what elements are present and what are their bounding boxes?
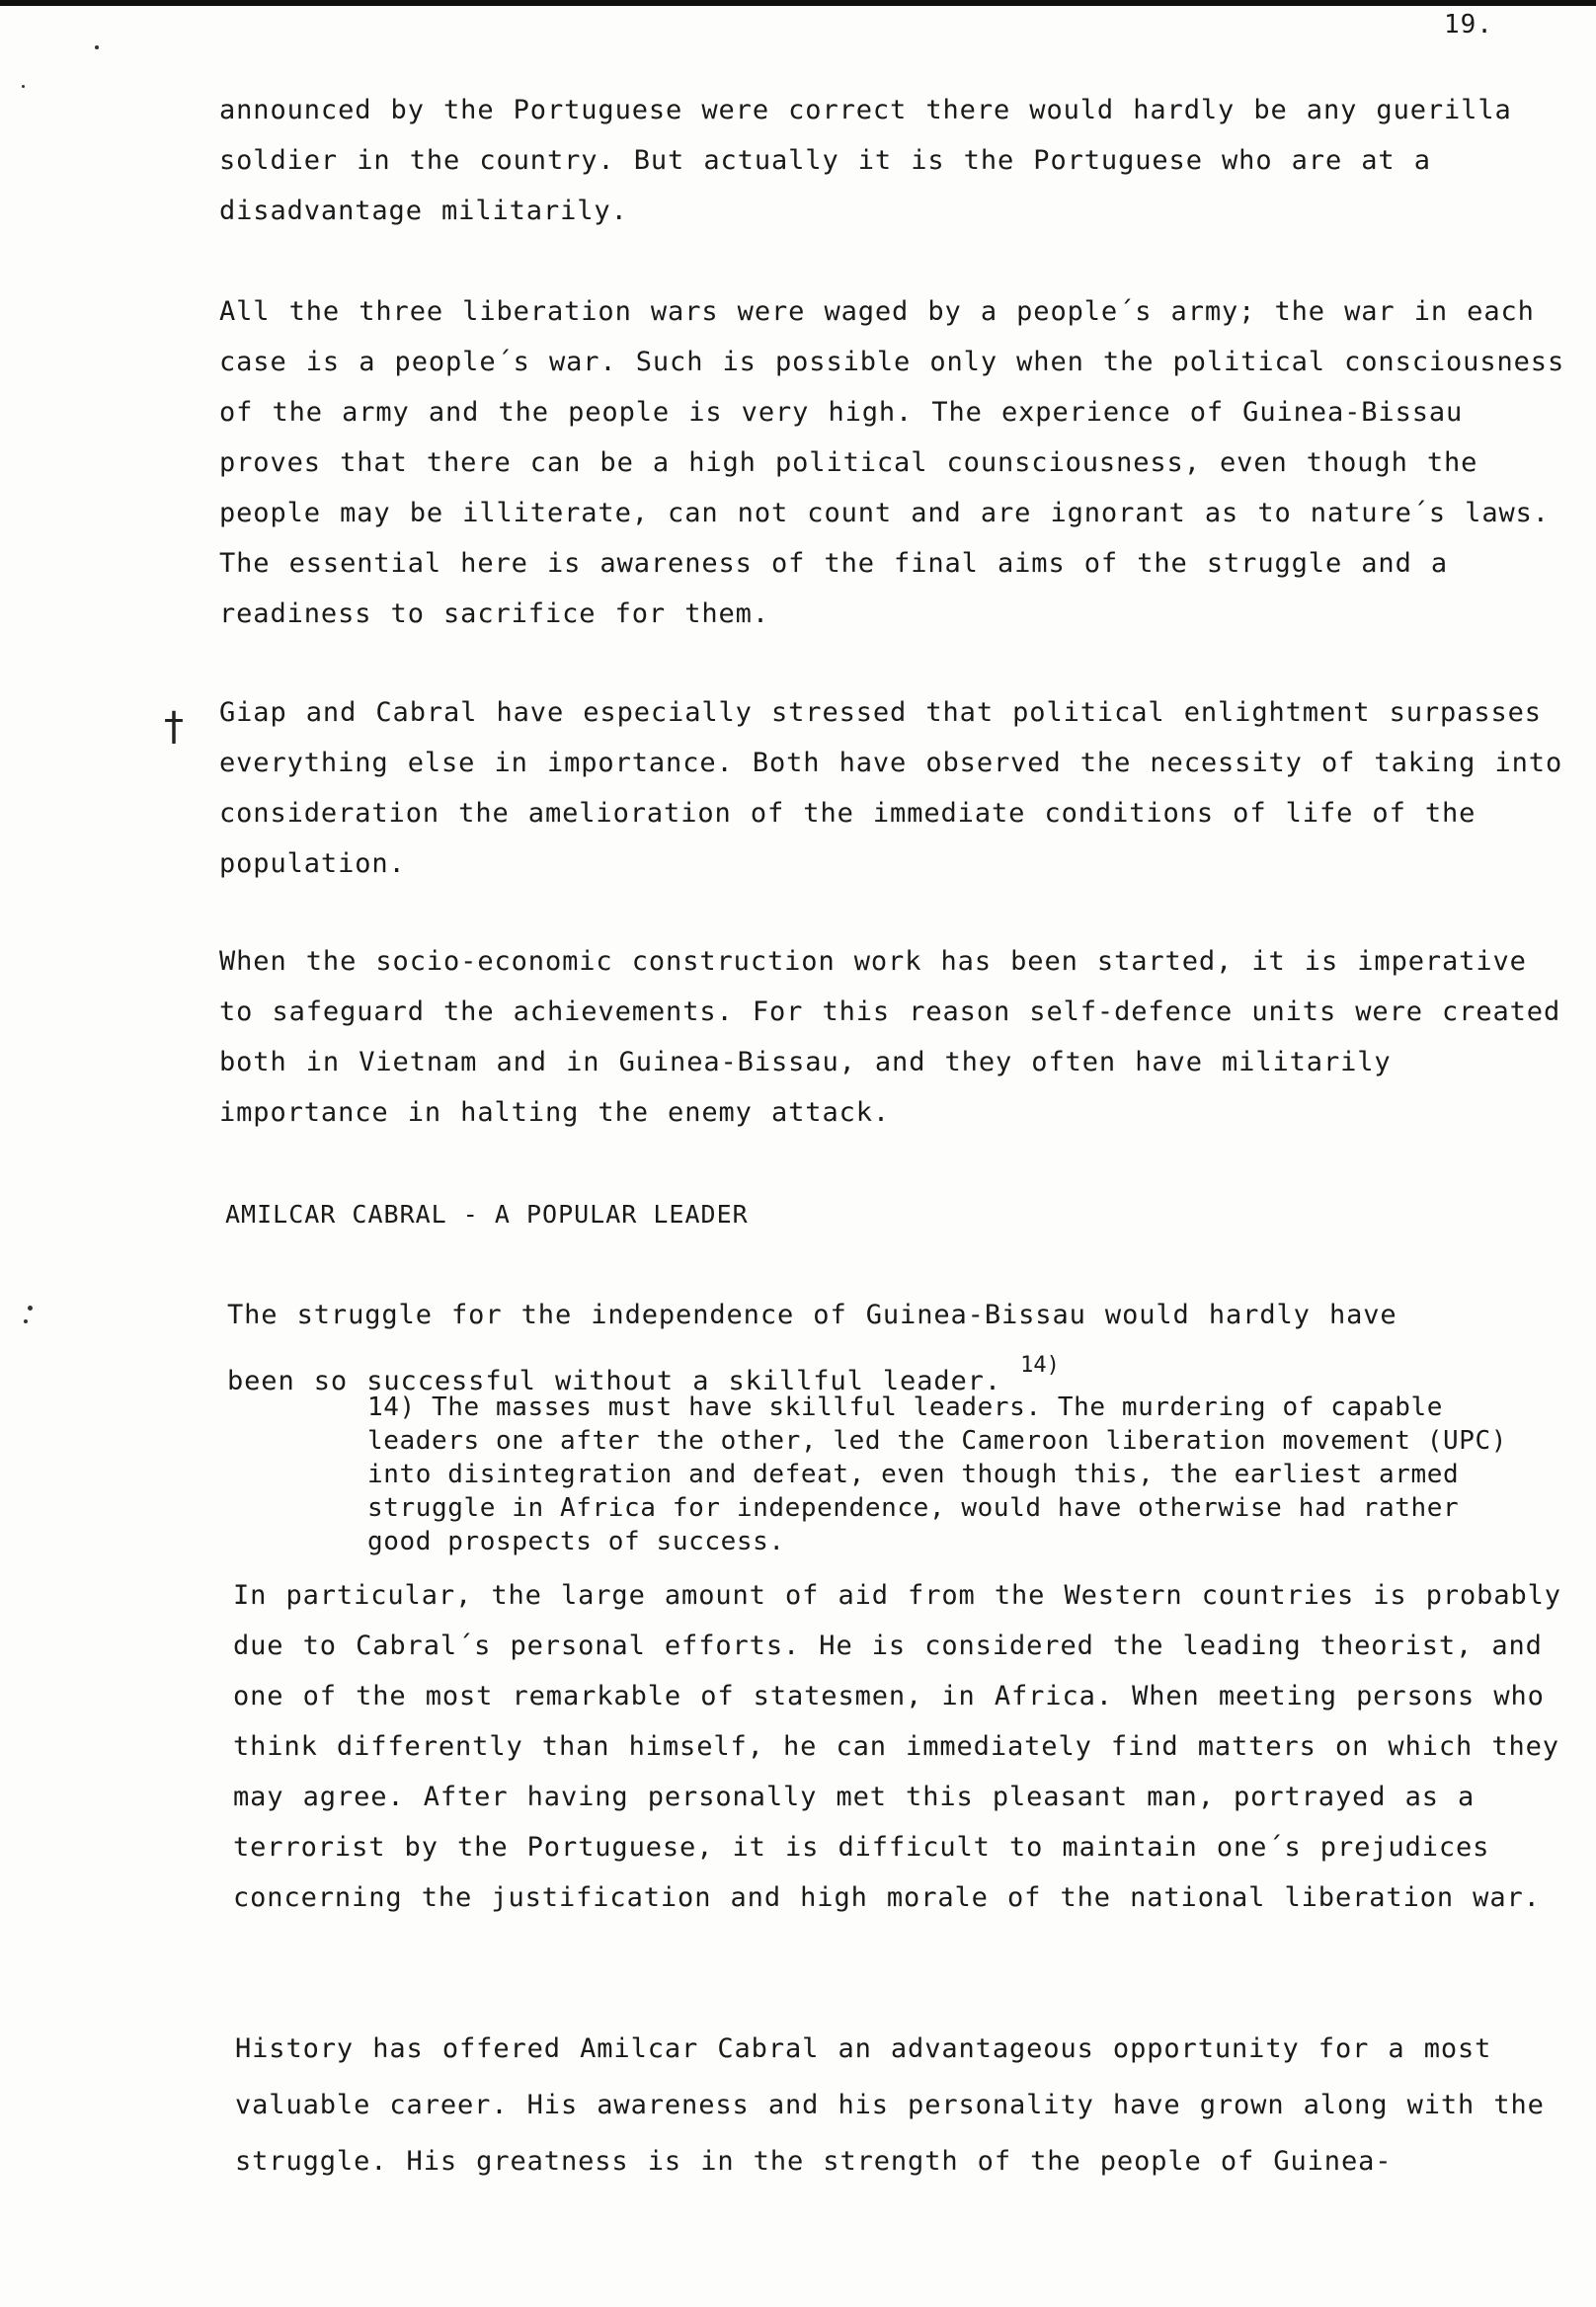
paragraph-4: When the socio-economic construction work has been started, it is imperative to safeguard the achievements. For this reason self-defence units were created both in Vietnam and in Guinea-Bissau, and they often have militarily importance in halting the enemy attack.	[219, 946, 1561, 1128]
top-border-line	[0, 0, 1596, 6]
scan-speck	[95, 45, 99, 49]
section-heading: AMILCAR CABRAL - A POPULAR LEADER	[225, 1200, 749, 1229]
page-number: 19.	[1444, 10, 1493, 40]
footnote-reference: 14)	[1020, 1353, 1060, 1378]
paragraph-5-text: The struggle for the independence of Guinea-Bissau would hardly have been so successful without a skillful leader.	[227, 1300, 1397, 1396]
paragraph-3: Giap and Cabral have especially stressed that political enlightment surpasses everything else in importance. Both have observed the necessity of taking into consideration the amelioration of the immediate conditions of life of the population.	[219, 697, 1563, 879]
scan-speck	[22, 85, 25, 88]
scan-speck	[28, 1306, 33, 1311]
paragraph-6: In particular, the large amount of aid from the Western countries is probably due to Cabral´s personal efforts. He is considered the leading theorist, and one of the most remarkable of statesmen, in Africa. When meeting persons who think differently than himself, he can immediately find matters on which they may agree. After having personally met this pleasant man, portrayed as a terrorist by the Portuguese, it is difficult to maintain one´s prejudices concerning the justification and high morale of the national liberation war.	[233, 1580, 1561, 1913]
paragraph-7: History has offered Amilcar Cabral an advantageous opportunity for a most valuable career. His awareness and his personality have grown along with the struggle. His greatness is in the strength of the people of Guinea-	[235, 2033, 1545, 2177]
margin-dagger-mark: †	[164, 704, 184, 750]
paragraph-5	[227, 1290, 1472, 1406]
paragraph-2: All the three liberation wars were waged by a people´s army; the war in each case is a people´s war. Such is possible only when the political consciousness of the army and the people is very high. The experience of Guinea-Bissau proves that there can be a high political counsciousness, even though the people may be illiterate, can not count and are ignorant as to nature´s laws. The essential here is awareness of the final aims of the struggle and a readiness to sacrifice for them.	[219, 296, 1565, 629]
paragraph-1: announced by the Portuguese were correct there would hardly be any guerilla soldier in the country. But actually it is the Portuguese who are at a disadvantage militarily.	[219, 95, 1512, 226]
scan-speck	[24, 1319, 28, 1323]
footnote-14: 14) The masses must have skillful leaders. The murdering of capable leaders one after the other, led the Cameroon liberation movement (UPC) into disintegration and defeat, even though this, the earliest armed struggle in Africa for independence, would have otherwise had rather good prospects of success.	[367, 1392, 1507, 1556]
